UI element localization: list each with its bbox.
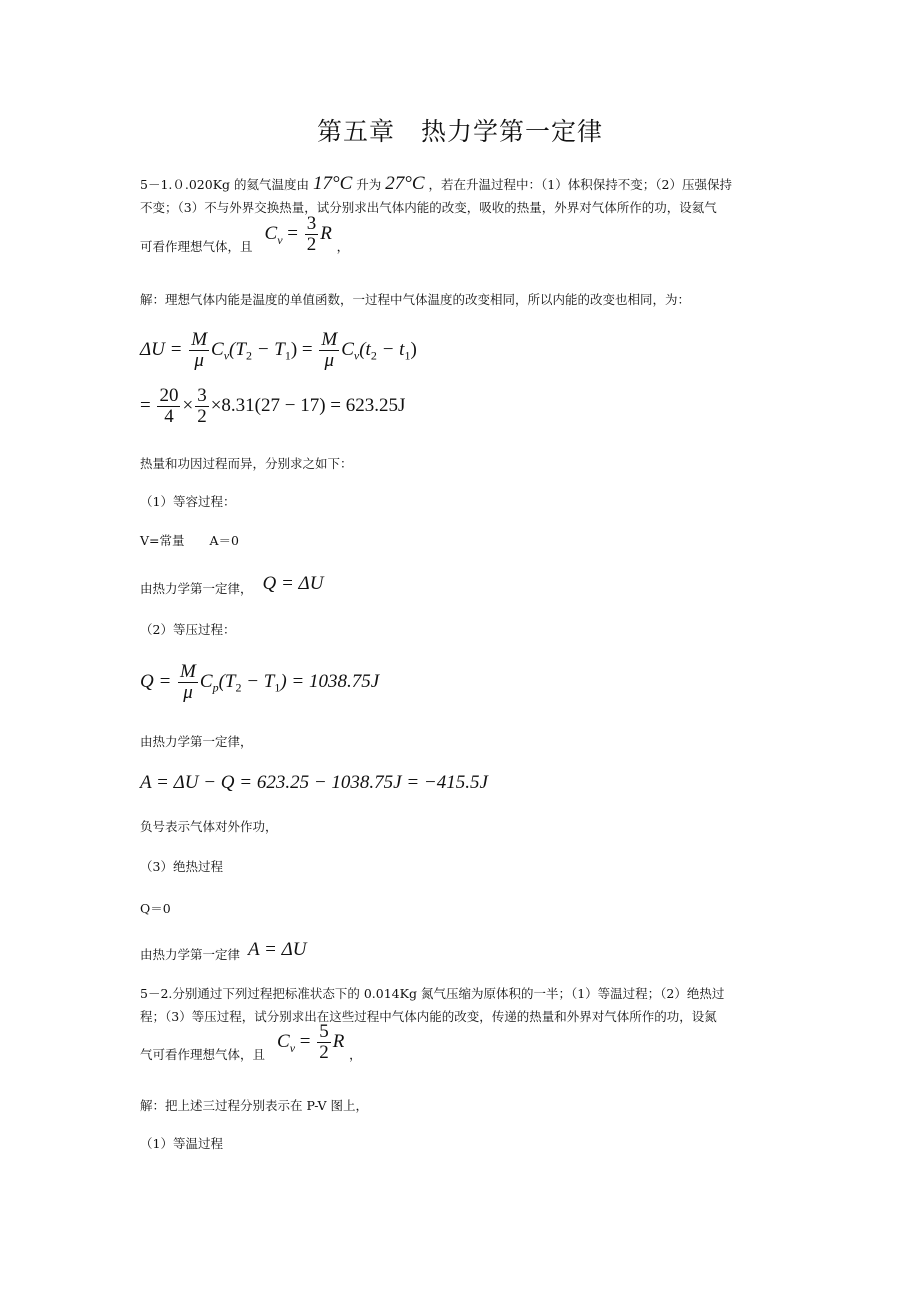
problem2-line1: 5－2.分别通过下列过程把标准状态下的 0.014Kg 氮气压缩为原体积的一半；（1）等温过程；（2）绝热过 (140, 986, 725, 1001)
problem1-intro-a: 5－1.０.020Kg 的氦气温度由 (140, 177, 310, 192)
problem2-line2: 程；（3）等压过程，试分别求出在这些过程中气体内能的改变，传递的热量和外界对气体所作的功，设氮 (140, 1009, 717, 1024)
frac-numerator: 20 (159, 385, 179, 406)
frac-numerator: 3 (197, 385, 207, 406)
eq3-sub-1: 1 (274, 680, 281, 695)
case2-isobaric: （2）等压过程： (140, 622, 236, 637)
q-equals-du: Q = ΔU (262, 573, 324, 594)
cv-numerator: 5 (319, 1021, 329, 1042)
eq1-sub-a: 2 (245, 348, 252, 363)
delta-u-numeric (140, 386, 405, 427)
eq1-sub-f: 1 (404, 348, 411, 363)
cv-symbol: C (264, 222, 278, 244)
cv-denominator: 2 (319, 1041, 329, 1063)
frac-denominator: μ (183, 681, 193, 703)
eq3-sub-2: 2 (235, 680, 242, 695)
cv-symbol: C (341, 338, 354, 360)
mass-ratio-fraction-3 (178, 662, 198, 703)
frac-denominator: 4 (164, 405, 174, 427)
work-isobaric-equation: A = ΔU − Q = 623.25 − 1038.75J = −415.5J (140, 772, 488, 793)
eq1-part-f: − t (376, 338, 405, 360)
eq1-sub-b: 1 (284, 348, 291, 363)
mass-ratio-fraction-2 (319, 330, 339, 371)
eq1-part-g: ) (410, 338, 417, 360)
temperature-from: 17°C (313, 173, 353, 194)
problem2-line3-end: ， (349, 1046, 362, 1062)
fraction-3-2 (195, 386, 209, 427)
first-law-text: 由热力学第一定律 (140, 947, 241, 962)
cv-fraction (305, 214, 319, 255)
frac-denominator: μ (194, 349, 204, 371)
eq3-result: ) = 1038.75J (280, 670, 380, 692)
eq2-result: ×8.31(27 − 17) = 623.25J (210, 394, 406, 416)
temperature-to: 27°C (385, 173, 425, 194)
solution2-case1: （1）等温过程 (140, 1136, 223, 1151)
delta-u-lhs: ΔU = (140, 338, 183, 360)
cv-fraction (317, 1022, 331, 1063)
problem1-line3 (140, 213, 350, 267)
cv-subscript: v (223, 348, 230, 363)
eq1-part-e: (t (359, 338, 371, 360)
mass-ratio-fraction (189, 330, 209, 371)
problem2-line3 (140, 1021, 362, 1075)
cv-subscript: v (353, 348, 360, 363)
eq2-equals: = (140, 394, 151, 416)
chapter-title: 第五章 热力学第一定律 (316, 117, 603, 146)
cv-symbol: C (211, 338, 224, 360)
cv-equals: = (282, 222, 303, 244)
problem1-line2: 不变；（3）不与外界交换热量，试分别求出气体内能的改变，吸收的热量，外界对气体所作的功，设氦气 (140, 200, 717, 215)
v-constant: V=常量 A＝0 (140, 533, 239, 548)
frac-denominator: 2 (197, 405, 207, 427)
frac-numerator: M (321, 329, 338, 350)
cv-symbol: C (277, 1030, 290, 1052)
eq1-sub-e: 2 (370, 348, 377, 363)
eq1-part-c: ) = (290, 338, 313, 360)
cv-formula (264, 213, 337, 255)
problem1-intro-c: ，若在升温过程中：（1）体积保持不变；（2）压强保持 (428, 177, 732, 192)
negative-sign-note: 负号表示气体对外作功， (140, 819, 278, 834)
problem1-line1 (140, 172, 732, 197)
cp-symbol: C (199, 670, 213, 692)
eq3-part-a: (T (218, 670, 236, 692)
fraction-20-4 (157, 386, 180, 427)
cv-denominator: 2 (306, 233, 317, 255)
times-sign: × (182, 394, 194, 416)
eq3-part-b: − T (241, 670, 275, 692)
cp-subscript: p (212, 680, 219, 695)
cv-equals: = (295, 1030, 316, 1052)
q-isobaric-equation (140, 662, 379, 703)
case1-isochoric: （1）等容过程： (140, 494, 236, 509)
frac-numerator: M (191, 329, 208, 350)
problem1-line3-text: 可看作理想气体，且 (140, 238, 253, 254)
frac-denominator: μ (324, 349, 335, 371)
first-law-a (140, 573, 324, 601)
eq1-part-a: (T (229, 338, 246, 360)
q-zero: Q＝0 (140, 901, 171, 916)
problem1-intro-b: 升为 (356, 177, 382, 192)
cv-subscript: v (277, 232, 283, 247)
gas-constant: R (332, 1030, 345, 1052)
cv-subscript: v (289, 1040, 296, 1055)
first-law-text: 由热力学第一定律， (140, 581, 253, 596)
frac-numerator: M (180, 661, 196, 682)
cv-formula-2 (277, 1021, 349, 1063)
delta-u-equation (140, 330, 417, 371)
cv-numerator: 3 (306, 213, 317, 234)
problem2-line3-text: 气可看作理想气体，且 (140, 1046, 266, 1062)
heat-work-text: 热量和功因过程而异，分别求之如下： (140, 456, 353, 471)
first-law-c (140, 939, 307, 967)
case3-adiabatic: （3）绝热过程 (140, 859, 223, 874)
a-equals-du: A = ΔU (248, 939, 307, 960)
problem1-line3-end: ， (336, 238, 350, 254)
solution2-intro: 解：把上述三过程分别表示在 P-V 图上， (140, 1098, 369, 1113)
eq3-lhs: Q = (140, 670, 172, 692)
solution1-intro: 解：理想气体内能是温度的单值函数，一过程中气体温度的改变相同，所以内能的改变也相同，为： (140, 292, 691, 307)
eq1-part-b: − T (251, 338, 285, 360)
first-law-b: 由热力学第一定律， (140, 734, 253, 749)
gas-constant: R (320, 222, 332, 244)
